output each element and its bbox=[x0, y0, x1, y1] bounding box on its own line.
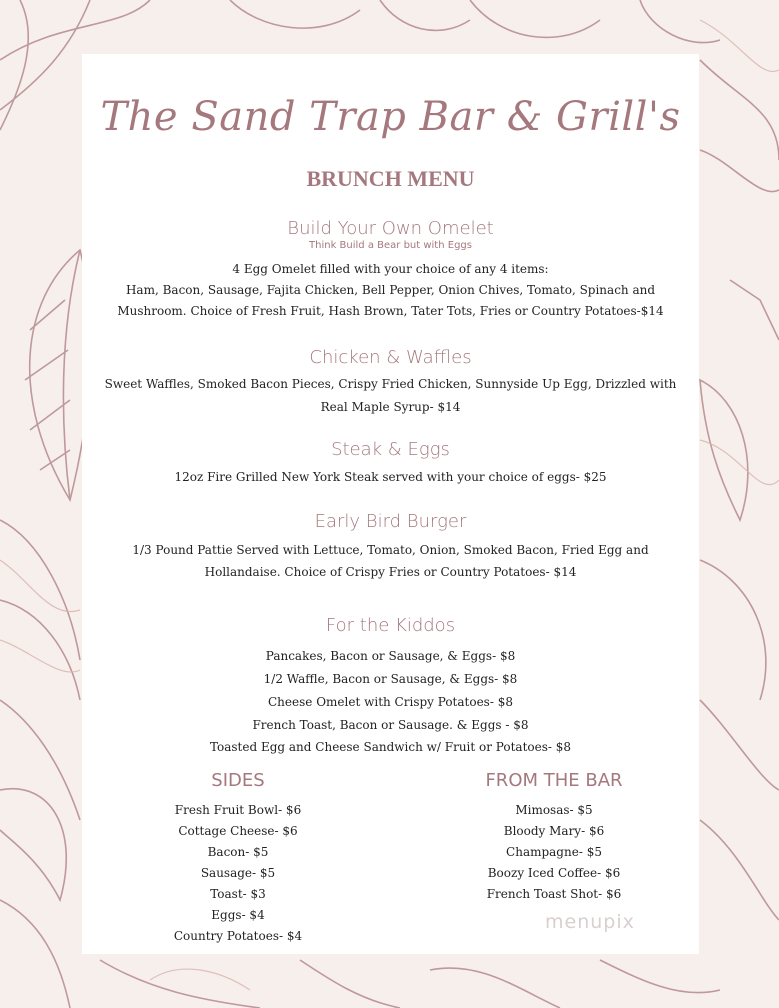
bar-item: Boozy Iced Coffee- $6 bbox=[487, 866, 621, 880]
bar-heading: FROM THE BAR bbox=[485, 770, 623, 791]
menu-title: BRUNCH MENU bbox=[306, 166, 475, 191]
omelet-line: Mushroom. Choice of Fresh Fruit, Hash Brown, Tater Tots, Fries or Country Potatoes-$14 bbox=[117, 304, 664, 318]
restaurant-title: The Sand Trap Bar & Grill's bbox=[100, 94, 681, 140]
kiddos-line: Pancakes, Bacon or Sausage, & Eggs- $8 bbox=[265, 649, 516, 663]
sides-item: Bacon- $5 bbox=[207, 845, 269, 859]
omelet-line: Ham, Bacon, Sausage, Fajita Chicken, Bell Pepper, Onion Chives, Tomato, Spinach and bbox=[125, 283, 656, 297]
sides-heading: SIDES bbox=[211, 770, 265, 791]
sides-item: Toast- $3 bbox=[210, 887, 266, 901]
menupix-watermark: menupix bbox=[545, 911, 635, 933]
bar-item: Champagne- $5 bbox=[506, 845, 602, 859]
bar-item: Bloody Mary- $6 bbox=[503, 824, 605, 838]
steak-heading: Steak & Eggs bbox=[331, 439, 450, 460]
kiddos-heading: For the Kiddos bbox=[325, 615, 456, 636]
burger-line: 1/3 Pound Pattie Served with Lettuce, Tomato, Onion, Smoked Bacon, Fried Egg and bbox=[132, 543, 649, 557]
steak-line: 12oz Fire Grilled New York Steak served with your choice of eggs- $25 bbox=[174, 470, 607, 484]
kiddos-line: Cheese Omelet with Crispy Potatoes- $8 bbox=[268, 695, 513, 709]
bar-item: French Toast Shot- $6 bbox=[486, 887, 622, 901]
omelet-line: 4 Egg Omelet filled with your choice of any 4 items: bbox=[232, 262, 549, 276]
kiddos-line: Toasted Egg and Cheese Sandwich w/ Fruit or Potatoes- $8 bbox=[209, 740, 572, 754]
waffles-heading: Chicken & Waffles bbox=[309, 347, 472, 368]
bar-item: Mimosas- $5 bbox=[515, 803, 593, 817]
waffles-line: Real Maple Syrup- $14 bbox=[320, 400, 461, 414]
sides-item: Sausage- $5 bbox=[200, 866, 276, 880]
burger-line: Hollandaise. Choice of Crispy Fries or Country Potatoes- $14 bbox=[204, 565, 577, 579]
sides-item: Eggs- $4 bbox=[211, 908, 265, 922]
kiddos-line: 1/2 Waffle, Bacon or Sausage, & Eggs- $8 bbox=[263, 672, 518, 686]
waffles-line: Sweet Waffles, Smoked Bacon Pieces, Crispy Fried Chicken, Sunnyside Up Egg, Drizzled with bbox=[104, 377, 677, 391]
sides-item: Cottage Cheese- $6 bbox=[178, 824, 298, 838]
omelet-heading: Build Your Own Omelet bbox=[287, 218, 494, 239]
burger-heading: Early Bird Burger bbox=[314, 511, 467, 532]
kiddos-line: French Toast, Bacon or Sausage. & Eggs - $8 bbox=[252, 718, 529, 732]
menu-content bbox=[82, 54, 699, 954]
omelet-subheading: Think Build a Bear but with Eggs bbox=[309, 240, 472, 251]
sides-item: Country Potatoes- $4 bbox=[173, 929, 303, 943]
sides-item: Fresh Fruit Bowl- $6 bbox=[174, 803, 302, 817]
